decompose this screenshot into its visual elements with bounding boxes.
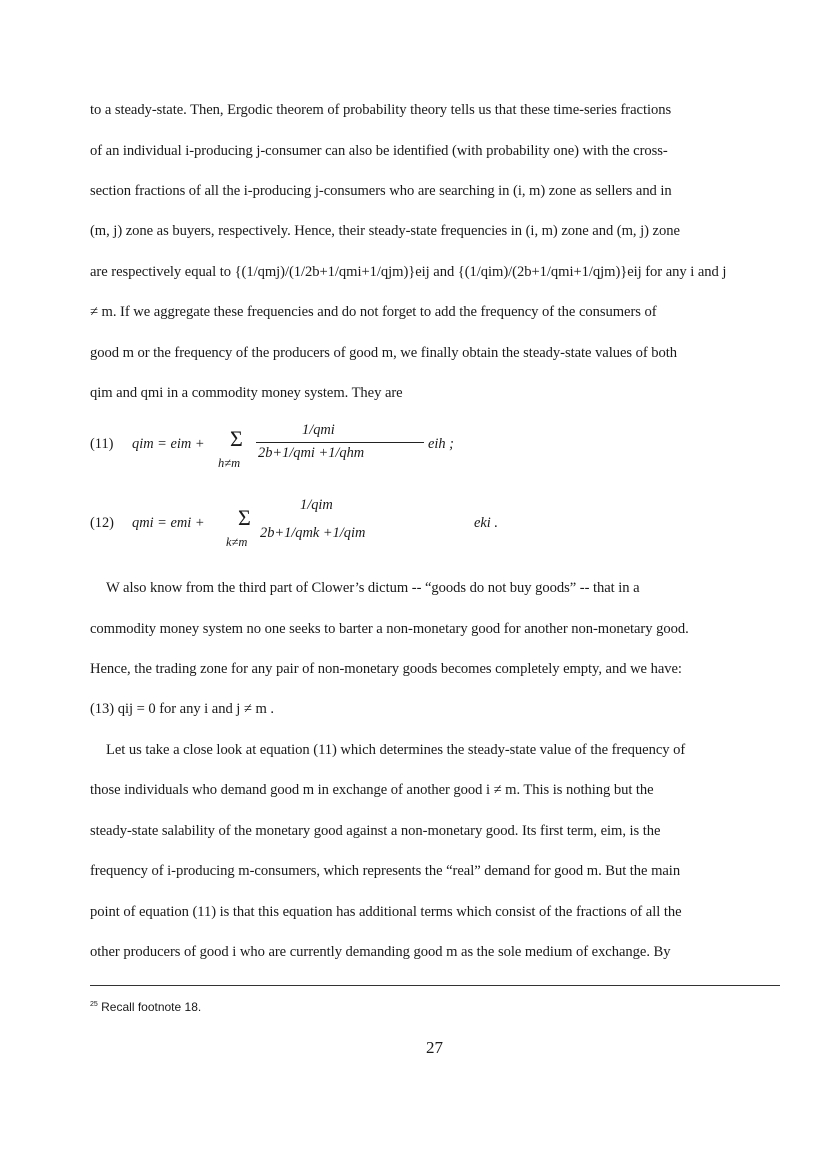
body-line: commodity money system no one seeks to barter a non-monetary good for another non-monetary good. (90, 621, 689, 637)
summation-index: h≠m (218, 456, 241, 470)
footnote-divider (90, 985, 780, 986)
body-line: are respectively equal to {(1/qmj)/(1/2b+1/qmi+1/qjm)}eij and {(1/qim)/(2b+1/qmi+1/qjm)}eij for any i and j (90, 264, 727, 280)
footnote-number: 25 (90, 1001, 98, 1008)
fraction-denominator: 2b+1/qmk +1/qim (260, 525, 366, 541)
equation-13: (13) qij = 0 for any i and j ≠ m . (90, 701, 274, 717)
summation-symbol: Σ (238, 505, 251, 530)
equation-lhs: qim = eim + (132, 436, 205, 452)
footnote (90, 1000, 201, 1014)
body-line: steady-state salability of the monetary good against a non-monetary good. Its first term, eim, is the (90, 823, 661, 839)
footnote-text: Recall footnote 18. (101, 1000, 202, 1014)
equation-lhs: qmi = emi + (132, 515, 205, 531)
equation-tail: eki . (474, 515, 498, 531)
fraction-denominator: 2b+1/qmi +1/qhm (258, 445, 365, 461)
body-line: good m or the frequency of the producers of good m, we finally obtain the steady-state values of both (90, 345, 678, 361)
body-line: W also know from the third part of Clower’s dictum -- “goods do not buy goods” -- that in a (106, 580, 640, 596)
body-line: Hence, the trading zone for any pair of non-monetary goods becomes completely empty, and we have: (90, 661, 682, 677)
equation-11 (90, 418, 590, 478)
body-line: qim and qmi in a commodity money system. They are (90, 385, 403, 401)
summation-index: k≠m (226, 535, 248, 549)
body-line: frequency of i-producing m-consumers, which represents the “real” demand for good m. But the main (90, 863, 681, 879)
fraction-numerator: 1/qim (300, 497, 333, 513)
equation-12 (90, 495, 590, 555)
equation-tail: eih ; (428, 436, 454, 452)
body-line: point of equation (11) is that this equation has additional terms which consist of the fractions of all the (90, 904, 682, 920)
equation-label: (11) (90, 436, 114, 452)
equation-label: (12) (90, 515, 114, 531)
summation-symbol: Σ (230, 426, 243, 451)
page-number: 27 (426, 1038, 443, 1057)
body-line: (m, j) zone as buyers, respectively. Hence, their steady-state frequencies in (i, m) zone and (m, j) zone (90, 223, 680, 239)
fraction-bar (256, 442, 424, 443)
body-line: of an individual i-producing j-consumer can also be identified (with probability one) with the cross- (90, 143, 668, 159)
fraction-numerator: 1/qmi (302, 422, 335, 438)
body-line: Let us take a close look at equation (11) which determines the steady-state value of the frequency of (106, 742, 686, 758)
body-line: other producers of good i who are currently demanding good m as the sole medium of exchange. By (90, 944, 671, 960)
fraction-bar (258, 519, 406, 520)
body-line: those individuals who demand good m in exchange of another good i ≠ m. This is nothing but the (90, 782, 654, 798)
body-line: section fractions of all the i-producing j-consumers who are searching in (i, m) zone as sellers and in (90, 183, 672, 199)
body-line: to a steady-state. Then, Ergodic theorem of probability theory tells us that these time-series fractions (90, 102, 672, 118)
body-line: ≠ m. If we aggregate these frequencies and do not forget to add the frequency of the consumers of (90, 304, 657, 320)
